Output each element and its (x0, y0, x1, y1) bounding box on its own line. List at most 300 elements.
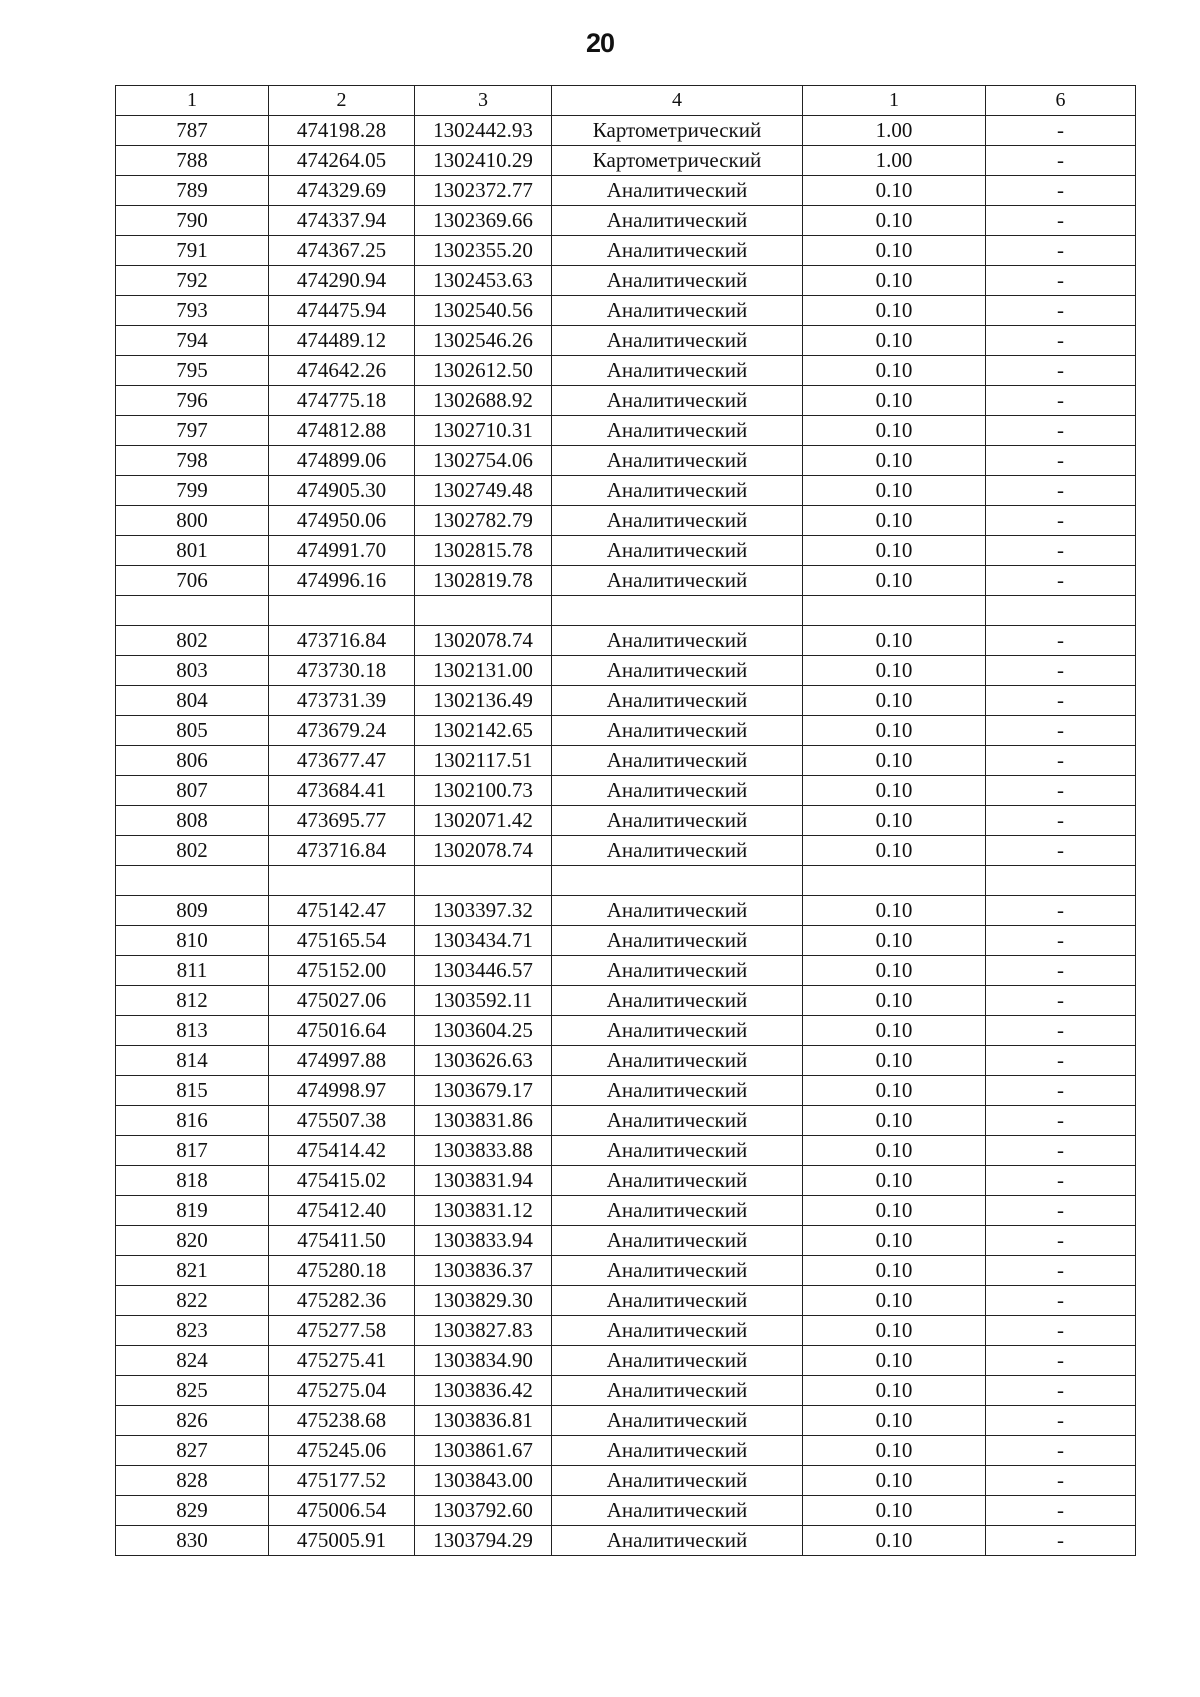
y-coordinate-cell: 1303434.71 (415, 926, 552, 956)
point-number-cell: 813 (116, 1016, 269, 1046)
point-number-cell: 788 (116, 146, 269, 176)
point-number-cell: 817 (116, 1136, 269, 1166)
description-cell: - (986, 506, 1136, 536)
point-number-cell: 804 (116, 686, 269, 716)
accuracy-cell: 0.10 (803, 506, 986, 536)
table-row (116, 956, 1136, 986)
description-cell: - (986, 356, 1136, 386)
method-cell: Аналитический (552, 1196, 803, 1226)
accuracy-cell: 0.10 (803, 386, 986, 416)
y-coordinate-cell: 1302071.42 (415, 806, 552, 836)
point-number-cell: 794 (116, 326, 269, 356)
table-row (116, 626, 1136, 656)
table-row (116, 1046, 1136, 1076)
table-row (116, 236, 1136, 266)
y-coordinate-cell: 1302710.31 (415, 416, 552, 446)
x-coordinate-cell: 475280.18 (269, 1256, 415, 1286)
header-cell-col3: 3 (415, 86, 552, 116)
method-cell: Аналитический (552, 1046, 803, 1076)
description-cell: - (986, 1526, 1136, 1556)
point-number-cell: 800 (116, 506, 269, 536)
y-coordinate-cell: 1302136.49 (415, 686, 552, 716)
method-cell: Аналитический (552, 446, 803, 476)
description-cell: - (986, 956, 1136, 986)
header-cell-col6: 6 (986, 86, 1136, 116)
accuracy-cell: 0.10 (803, 566, 986, 596)
accuracy-cell: 1.00 (803, 116, 986, 146)
accuracy-cell: 0.10 (803, 1316, 986, 1346)
description-cell: - (986, 1076, 1136, 1106)
point-number-cell: 807 (116, 776, 269, 806)
method-cell: Аналитический (552, 206, 803, 236)
method-cell: Аналитический (552, 326, 803, 356)
table-row (116, 716, 1136, 746)
y-coordinate-cell: 1302117.51 (415, 746, 552, 776)
header-row (116, 86, 1136, 116)
y-coordinate-cell: 1302369.66 (415, 206, 552, 236)
point-number-cell: 798 (116, 446, 269, 476)
accuracy-cell: 0.10 (803, 1346, 986, 1376)
description-cell: - (986, 1256, 1136, 1286)
table-row (116, 1406, 1136, 1436)
accuracy-cell: 0.10 (803, 1376, 986, 1406)
accuracy-cell: 0.10 (803, 296, 986, 326)
table-row (116, 386, 1136, 416)
y-coordinate-cell: 1303592.11 (415, 986, 552, 1016)
accuracy-cell: 0.10 (803, 776, 986, 806)
description-cell: - (986, 416, 1136, 446)
point-number-cell: 789 (116, 176, 269, 206)
y-coordinate-cell: 1302410.29 (415, 146, 552, 176)
table-row (116, 1226, 1136, 1256)
point-number-cell: 793 (116, 296, 269, 326)
table-row (116, 806, 1136, 836)
x-coordinate-cell: 473730.18 (269, 656, 415, 686)
point-number-cell: 797 (116, 416, 269, 446)
point-number-cell: 821 (116, 1256, 269, 1286)
point-number-cell: 802 (116, 626, 269, 656)
y-coordinate-cell: 1303792.60 (415, 1496, 552, 1526)
y-coordinate-cell: 1303446.57 (415, 956, 552, 986)
method-cell: Аналитический (552, 656, 803, 686)
description-cell: - (986, 1226, 1136, 1256)
method-cell: Аналитический (552, 356, 803, 386)
method-cell: Аналитический (552, 386, 803, 416)
y-coordinate-cell: 1303843.00 (415, 1466, 552, 1496)
x-coordinate-cell (269, 596, 415, 626)
table-row (116, 506, 1136, 536)
table-row (116, 1196, 1136, 1226)
description-cell (986, 866, 1136, 896)
y-coordinate-cell: 1302612.50 (415, 356, 552, 386)
description-cell: - (986, 686, 1136, 716)
point-number-cell: 827 (116, 1436, 269, 1466)
accuracy-cell: 0.10 (803, 356, 986, 386)
y-coordinate-cell: 1302100.73 (415, 776, 552, 806)
method-cell: Аналитический (552, 236, 803, 266)
point-number-cell: 809 (116, 896, 269, 926)
method-cell: Аналитический (552, 1346, 803, 1376)
point-number-cell: 828 (116, 1466, 269, 1496)
x-coordinate-cell: 475005.91 (269, 1526, 415, 1556)
point-number-cell: 810 (116, 926, 269, 956)
table-row (116, 356, 1136, 386)
accuracy-cell: 0.10 (803, 476, 986, 506)
y-coordinate-cell: 1303833.94 (415, 1226, 552, 1256)
table-row (116, 206, 1136, 236)
x-coordinate-cell: 474997.88 (269, 1046, 415, 1076)
accuracy-cell: 0.10 (803, 1106, 986, 1136)
accuracy-cell: 0.10 (803, 746, 986, 776)
x-coordinate-cell: 474489.12 (269, 326, 415, 356)
description-cell: - (986, 746, 1136, 776)
accuracy-cell: 0.10 (803, 896, 986, 926)
accuracy-cell: 0.10 (803, 926, 986, 956)
accuracy-cell: 0.10 (803, 1166, 986, 1196)
method-cell: Аналитический (552, 1406, 803, 1436)
accuracy-cell: 0.10 (803, 1406, 986, 1436)
accuracy-cell (803, 596, 986, 626)
method-cell: Аналитический (552, 1316, 803, 1346)
y-coordinate-cell: 1303829.30 (415, 1286, 552, 1316)
table-row (116, 1076, 1136, 1106)
header-cell-col1: 1 (116, 86, 269, 116)
y-coordinate-cell: 1303833.88 (415, 1136, 552, 1166)
description-cell: - (986, 896, 1136, 926)
point-number-cell: 795 (116, 356, 269, 386)
header-cell-col5: 1 (803, 86, 986, 116)
description-cell: - (986, 116, 1136, 146)
description-cell: - (986, 386, 1136, 416)
y-coordinate-cell: 1302688.92 (415, 386, 552, 416)
y-coordinate-cell: 1303836.37 (415, 1256, 552, 1286)
table-row (116, 686, 1136, 716)
x-coordinate-cell: 474367.25 (269, 236, 415, 266)
table-row (116, 326, 1136, 356)
description-cell: - (986, 836, 1136, 866)
method-cell: Аналитический (552, 266, 803, 296)
point-number-cell: 787 (116, 116, 269, 146)
method-cell: Аналитический (552, 536, 803, 566)
accuracy-cell: 0.10 (803, 1076, 986, 1106)
y-coordinate-cell: 1303831.94 (415, 1166, 552, 1196)
description-cell: - (986, 1016, 1136, 1046)
point-number-cell: 805 (116, 716, 269, 746)
y-coordinate-cell: 1303604.25 (415, 1016, 552, 1046)
accuracy-cell: 0.10 (803, 656, 986, 686)
x-coordinate-cell: 475238.68 (269, 1406, 415, 1436)
x-coordinate-cell: 475275.41 (269, 1346, 415, 1376)
description-cell: - (986, 806, 1136, 836)
page-number: 20 (585, 28, 615, 58)
point-number-cell: 790 (116, 206, 269, 236)
table-body (116, 116, 1136, 1556)
y-coordinate-cell: 1302131.00 (415, 656, 552, 686)
table-row (116, 1286, 1136, 1316)
x-coordinate-cell: 475414.42 (269, 1136, 415, 1166)
point-number-cell: 823 (116, 1316, 269, 1346)
point-number-cell: 812 (116, 986, 269, 1016)
x-coordinate-cell: 473684.41 (269, 776, 415, 806)
method-cell: Аналитический (552, 1226, 803, 1256)
point-number-cell: 803 (116, 656, 269, 686)
description-cell: - (986, 536, 1136, 566)
accuracy-cell: 0.10 (803, 1466, 986, 1496)
description-cell: - (986, 266, 1136, 296)
accuracy-cell: 0.10 (803, 326, 986, 356)
method-cell: Аналитический (552, 926, 803, 956)
x-coordinate-cell: 473695.77 (269, 806, 415, 836)
method-cell: Аналитический (552, 806, 803, 836)
point-number-cell: 822 (116, 1286, 269, 1316)
description-cell: - (986, 926, 1136, 956)
method-cell: Картометрический (552, 146, 803, 176)
description-cell: - (986, 296, 1136, 326)
point-number-cell: 815 (116, 1076, 269, 1106)
y-coordinate-cell: 1303827.83 (415, 1316, 552, 1346)
table-row (116, 1136, 1136, 1166)
method-cell (552, 866, 803, 896)
description-cell: - (986, 446, 1136, 476)
header-cell-col2: 2 (269, 86, 415, 116)
point-number-cell (116, 596, 269, 626)
point-number-cell: 802 (116, 836, 269, 866)
description-cell: - (986, 1466, 1136, 1496)
method-cell: Аналитический (552, 176, 803, 206)
accuracy-cell: 0.10 (803, 1286, 986, 1316)
method-cell: Аналитический (552, 476, 803, 506)
accuracy-cell: 0.10 (803, 1436, 986, 1466)
table-row (116, 1316, 1136, 1346)
y-coordinate-cell: 1303861.67 (415, 1436, 552, 1466)
method-cell: Аналитический (552, 746, 803, 776)
y-coordinate-cell: 1302815.78 (415, 536, 552, 566)
accuracy-cell: 0.10 (803, 836, 986, 866)
y-coordinate-cell: 1303836.81 (415, 1406, 552, 1436)
description-cell: - (986, 986, 1136, 1016)
description-cell: - (986, 176, 1136, 206)
y-coordinate-cell: 1303831.12 (415, 1196, 552, 1226)
method-cell: Аналитический (552, 1286, 803, 1316)
point-number-cell: 816 (116, 1106, 269, 1136)
description-cell: - (986, 1436, 1136, 1466)
x-coordinate-cell: 475006.54 (269, 1496, 415, 1526)
method-cell: Аналитический (552, 686, 803, 716)
x-coordinate-cell: 473679.24 (269, 716, 415, 746)
x-coordinate-cell: 474996.16 (269, 566, 415, 596)
y-coordinate-cell: 1302749.48 (415, 476, 552, 506)
y-coordinate-cell: 1302453.63 (415, 266, 552, 296)
table-row (116, 176, 1136, 206)
point-number-cell: 808 (116, 806, 269, 836)
method-cell: Аналитический (552, 986, 803, 1016)
description-cell: - (986, 476, 1136, 506)
y-coordinate-cell: 1302372.77 (415, 176, 552, 206)
description-cell: - (986, 1286, 1136, 1316)
method-cell: Аналитический (552, 506, 803, 536)
accuracy-cell: 0.10 (803, 1196, 986, 1226)
x-coordinate-cell: 475282.36 (269, 1286, 415, 1316)
table-row-separator (116, 866, 1136, 896)
x-coordinate-cell: 474812.88 (269, 416, 415, 446)
point-number-cell: 792 (116, 266, 269, 296)
y-coordinate-cell: 1302078.74 (415, 626, 552, 656)
table-row (116, 1256, 1136, 1286)
y-coordinate-cell: 1302540.56 (415, 296, 552, 326)
description-cell: - (986, 236, 1136, 266)
x-coordinate-cell: 474290.94 (269, 266, 415, 296)
description-cell: - (986, 1196, 1136, 1226)
method-cell: Аналитический (552, 716, 803, 746)
table-row (116, 1016, 1136, 1046)
y-coordinate-cell: 1302819.78 (415, 566, 552, 596)
table-row (116, 836, 1136, 866)
x-coordinate-cell: 475142.47 (269, 896, 415, 926)
y-coordinate-cell: 1302078.74 (415, 836, 552, 866)
accuracy-cell: 0.10 (803, 1046, 986, 1076)
accuracy-cell: 0.10 (803, 176, 986, 206)
table-row (116, 1166, 1136, 1196)
point-number-cell: 801 (116, 536, 269, 566)
table-row (116, 1436, 1136, 1466)
point-number-cell (116, 866, 269, 896)
x-coordinate-cell: 474775.18 (269, 386, 415, 416)
x-coordinate-cell: 473716.84 (269, 836, 415, 866)
y-coordinate-cell (415, 596, 552, 626)
x-coordinate-cell: 474991.70 (269, 536, 415, 566)
table-row (116, 746, 1136, 776)
table-row (116, 296, 1136, 326)
y-coordinate-cell: 1303834.90 (415, 1346, 552, 1376)
description-cell: - (986, 656, 1136, 686)
description-cell: - (986, 1376, 1136, 1406)
x-coordinate-cell: 474329.69 (269, 176, 415, 206)
accuracy-cell: 0.10 (803, 986, 986, 1016)
method-cell: Аналитический (552, 1016, 803, 1046)
method-cell: Аналитический (552, 896, 803, 926)
table-row (116, 1466, 1136, 1496)
description-cell: - (986, 206, 1136, 236)
point-number-cell: 811 (116, 956, 269, 986)
x-coordinate-cell: 475507.38 (269, 1106, 415, 1136)
table-header (116, 86, 1136, 116)
x-coordinate-cell: 475245.06 (269, 1436, 415, 1466)
y-coordinate-cell: 1302142.65 (415, 716, 552, 746)
table-row (116, 1106, 1136, 1136)
table-row (116, 926, 1136, 956)
x-coordinate-cell: 475411.50 (269, 1226, 415, 1256)
x-coordinate-cell: 474198.28 (269, 116, 415, 146)
method-cell: Аналитический (552, 1076, 803, 1106)
x-coordinate-cell: 473731.39 (269, 686, 415, 716)
accuracy-cell: 0.10 (803, 1226, 986, 1256)
method-cell: Аналитический (552, 1496, 803, 1526)
table-row (116, 1376, 1136, 1406)
description-cell: - (986, 326, 1136, 356)
method-cell: Аналитический (552, 1436, 803, 1466)
y-coordinate-cell: 1303831.86 (415, 1106, 552, 1136)
description-cell: - (986, 1046, 1136, 1076)
point-number-cell: 819 (116, 1196, 269, 1226)
description-cell: - (986, 776, 1136, 806)
y-coordinate-cell: 1302355.20 (415, 236, 552, 266)
y-coordinate-cell: 1303836.42 (415, 1376, 552, 1406)
table-row (116, 146, 1136, 176)
x-coordinate-cell: 475177.52 (269, 1466, 415, 1496)
point-number-cell: 830 (116, 1526, 269, 1556)
coordinates-table (115, 85, 1136, 1556)
description-cell: - (986, 1106, 1136, 1136)
table-row (116, 536, 1136, 566)
table-row (116, 266, 1136, 296)
x-coordinate-cell: 475412.40 (269, 1196, 415, 1226)
description-cell: - (986, 626, 1136, 656)
description-cell: - (986, 1496, 1136, 1526)
method-cell: Аналитический (552, 1376, 803, 1406)
method-cell: Аналитический (552, 1166, 803, 1196)
x-coordinate-cell (269, 866, 415, 896)
accuracy-cell: 0.10 (803, 1136, 986, 1166)
y-coordinate-cell: 1303794.29 (415, 1526, 552, 1556)
table-row (116, 1526, 1136, 1556)
method-cell: Аналитический (552, 836, 803, 866)
accuracy-cell: 0.10 (803, 536, 986, 566)
table-row (116, 566, 1136, 596)
y-coordinate-cell: 1302442.93 (415, 116, 552, 146)
accuracy-cell: 0.10 (803, 1496, 986, 1526)
method-cell: Аналитический (552, 296, 803, 326)
method-cell: Аналитический (552, 1526, 803, 1556)
accuracy-cell: 0.10 (803, 806, 986, 836)
point-number-cell: 796 (116, 386, 269, 416)
accuracy-cell: 0.10 (803, 236, 986, 266)
description-cell: - (986, 716, 1136, 746)
accuracy-cell: 0.10 (803, 716, 986, 746)
x-coordinate-cell: 474950.06 (269, 506, 415, 536)
description-cell: - (986, 146, 1136, 176)
point-number-cell: 820 (116, 1226, 269, 1256)
x-coordinate-cell: 473716.84 (269, 626, 415, 656)
table-row (116, 116, 1136, 146)
description-cell: - (986, 1316, 1136, 1346)
x-coordinate-cell: 475275.04 (269, 1376, 415, 1406)
accuracy-cell: 0.10 (803, 206, 986, 236)
method-cell: Аналитический (552, 626, 803, 656)
table-row (116, 896, 1136, 926)
table-row (116, 476, 1136, 506)
accuracy-cell: 0.10 (803, 266, 986, 296)
accuracy-cell: 0.10 (803, 446, 986, 476)
x-coordinate-cell: 475165.54 (269, 926, 415, 956)
y-coordinate-cell: 1302782.79 (415, 506, 552, 536)
table-row (116, 1496, 1136, 1526)
description-cell: - (986, 1406, 1136, 1436)
point-number-cell: 825 (116, 1376, 269, 1406)
point-number-cell: 799 (116, 476, 269, 506)
accuracy-cell: 0.10 (803, 956, 986, 986)
description-cell: - (986, 1136, 1136, 1166)
table-row (116, 776, 1136, 806)
x-coordinate-cell: 474475.94 (269, 296, 415, 326)
table-row (116, 656, 1136, 686)
table-row (116, 416, 1136, 446)
description-cell: - (986, 566, 1136, 596)
point-number-cell: 706 (116, 566, 269, 596)
x-coordinate-cell: 475277.58 (269, 1316, 415, 1346)
method-cell: Аналитический (552, 566, 803, 596)
x-coordinate-cell: 475152.00 (269, 956, 415, 986)
point-number-cell: 826 (116, 1406, 269, 1436)
